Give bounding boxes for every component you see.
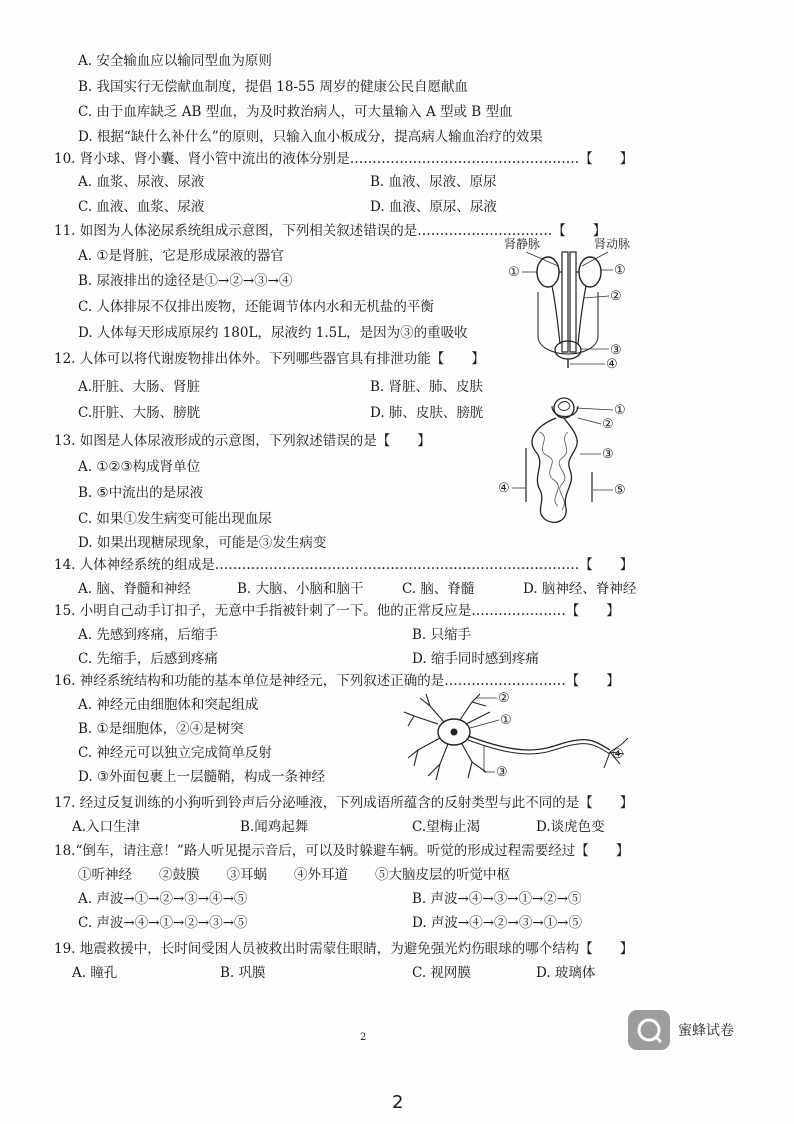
- q11-option-a: A. ①是肾脏，它是形成尿液的器官: [78, 248, 284, 264]
- q16-option-d: D. ③外面包裹上一层髓鞘，构成一条神经: [78, 769, 326, 785]
- q12-option-b: B. 肾脏、肺、皮肤: [370, 379, 484, 395]
- q9-option-c: C. 由于血库缺乏 AB 型血，为及时救治病人，可大量输入 A 型或 B 型血: [78, 104, 513, 120]
- q9-option-d: D. 根据“缺什么补什么”的原则，只输入血小板成分，提高病人输血治疗的效果: [78, 129, 543, 145]
- page-number-small: 2: [360, 1032, 367, 1043]
- q11-stem: 11. 如图为人体泌尿系统组成示意图，下列相关叙述错误的是…………………………【 】: [54, 223, 607, 239]
- q16-option-c: C. 神经元可以独立完成简单反射: [78, 745, 272, 761]
- q19-option-c: C. 视网膜: [412, 965, 471, 981]
- q10-option-c: C. 血液、血浆、尿液: [78, 199, 205, 215]
- q10-option-b: B. 血液、尿液、原尿: [370, 174, 497, 190]
- q15-option-b: B. 只缩手: [412, 627, 472, 643]
- q14-option-c: C. 脑、脊髓: [402, 581, 475, 597]
- q18-stem: 18.“倒车，请注意！”路人听见提示音后，可以及时躲避车辆。听觉的形成过程需要经过【 】: [54, 843, 630, 859]
- q14-stem: 14. 人体神经系统的组成是………………………………………………………………………【 】: [54, 557, 634, 573]
- q18-option-c: C. 声波→④→①→②→③→⑤: [78, 915, 248, 931]
- q10-stem: 10. 肾小球、肾小囊、肾小管中流出的液体分别是……………………………………………【 】: [54, 151, 634, 167]
- q12-option-d: D. 肺、皮肤、膀胱: [370, 405, 484, 421]
- fig-label-2: ②: [610, 289, 622, 304]
- q9-option-a: A. 安全输血应以输同型血为原则: [78, 53, 272, 69]
- q14-option-d: D. 脑神经、脊神经: [523, 581, 637, 597]
- fig-label-1-right: ①: [614, 263, 626, 278]
- q13-option-d: D. 如果出现糖尿现象，可能是③发生病变: [78, 535, 327, 551]
- q15-option-d: D. 缩手同时感到疼痛: [412, 651, 539, 667]
- fig-label-3: ③: [602, 447, 614, 462]
- q13-stem: 13. 如图是人体尿液形成的示意图，下列叙述错误的是【 】: [54, 433, 431, 449]
- q10-option-d: D. 血液、原尿、尿液: [370, 199, 497, 215]
- fig-label-4: ④: [612, 747, 624, 762]
- q17-option-d: D.谈虎色变: [536, 819, 605, 835]
- q17-stem: 17. 经过反复训练的小狗听到铃声后分泌唾液，下列成语所蕴含的反射类型与此不同的是【 】: [54, 795, 634, 811]
- q11-option-c: C. 人体排尿不仅排出废物，还能调节体内水和无机盐的平衡: [78, 299, 434, 315]
- q13-option-a: A. ①②③构成肾单位: [78, 459, 201, 475]
- q16-stem: 16. 神经系统结构和功能的基本单位是神经元，下列叙述正确的是………………………【 】: [54, 673, 620, 689]
- brand-name: 蜜蜂试卷: [678, 1023, 734, 1039]
- q15-option-c: C. 先缩手，后感到疼痛: [78, 651, 218, 667]
- fig-label-3: ③: [496, 765, 508, 780]
- fig-label-renal-vein: 肾静脉: [504, 237, 541, 251]
- nephron-figure: [496, 392, 636, 530]
- fig-label-4: ④: [606, 357, 618, 372]
- fig-label-4: ④: [498, 481, 510, 496]
- q12-stem: 12. 人体可以将代谢废物排出体外。下列哪些器官具有排泄功能【 】: [54, 351, 485, 367]
- q17-option-b: B.闻鸡起舞: [240, 819, 309, 835]
- q19-option-a: A. 瞳孔: [72, 965, 118, 981]
- q16-option-b: B. ①是细胞体，②④是树突: [78, 721, 244, 737]
- q18-option-d: D. 声波→④→②→③→①→⑤: [412, 915, 582, 931]
- q11-option-d: D. 人体每天形成原尿约 180L，尿液约 1.5L，是因为③的重吸收: [78, 325, 468, 341]
- q13-option-c: C. 如果①发生病变可能出现血尿: [78, 511, 272, 527]
- q10-option-a: A. 血浆、尿液、尿液: [78, 174, 205, 190]
- q12-option-c: C.肝脏、大肠、膀胱: [78, 405, 201, 421]
- q18-items: ①听神经 ②鼓膜 ③耳蜗 ④外耳道 ⑤大脑皮层的听觉中枢: [78, 867, 510, 883]
- fig-label-1-left: ①: [508, 265, 520, 280]
- fig-label-renal-artery: 肾动脉: [594, 237, 631, 251]
- fig-label-5: ⑤: [614, 483, 626, 498]
- q13-option-b: B. ⑤中流出的是尿液: [78, 485, 204, 501]
- neuron-figure: [400, 688, 640, 788]
- fig-label-2: ②: [498, 691, 510, 706]
- brand-logo-icon: [628, 1010, 670, 1050]
- q19-stem: 19. 地震救援中，长时间受困人员被救出时需蒙住眼睛，为避免强光灼伤眼球的哪个结构【 】: [54, 941, 634, 957]
- q15-stem: 15. 小明自己动手订扣子，无意中手指被针刺了一下。他的正常反应是…………………【 】: [54, 603, 620, 619]
- q14-option-a: A. 脑、脊髓和神经: [78, 581, 191, 597]
- fig-label-2: ②: [602, 417, 614, 432]
- fig-label-3: ③: [610, 343, 622, 358]
- q15-option-a: A. 先感到疼痛，后缩手: [78, 627, 218, 643]
- q17-option-c: C.望梅止渴: [412, 819, 481, 835]
- page-number: 2: [392, 1092, 404, 1113]
- q19-option-b: B. 巩膜: [220, 965, 266, 981]
- q11-option-b: B. 尿液排出的途径是①→②→③→④: [78, 273, 293, 289]
- q9-option-b: B. 我国实行无偿献血制度，提倡 18-55 周岁的健康公民自愿献血: [78, 79, 469, 95]
- q14-option-b: B. 大脑、小脑和脑干: [237, 581, 364, 597]
- q19-option-d: D. 玻璃体: [536, 965, 596, 981]
- q18-option-a: A. 声波→①→②→③→④→⑤: [78, 891, 248, 907]
- q16-option-a: A. 神经元由细胞体和突起组成: [78, 697, 259, 713]
- fig-label-1: ①: [614, 403, 626, 418]
- fig-label-1: ①: [500, 713, 512, 728]
- q17-option-a: A.入口生津: [72, 819, 141, 835]
- q18-option-b: B. 声波→④→③→①→②→⑤: [412, 891, 582, 907]
- q12-option-a: A.肝脏、大肠、肾脏: [78, 379, 201, 395]
- urinary-system-figure: [498, 236, 648, 372]
